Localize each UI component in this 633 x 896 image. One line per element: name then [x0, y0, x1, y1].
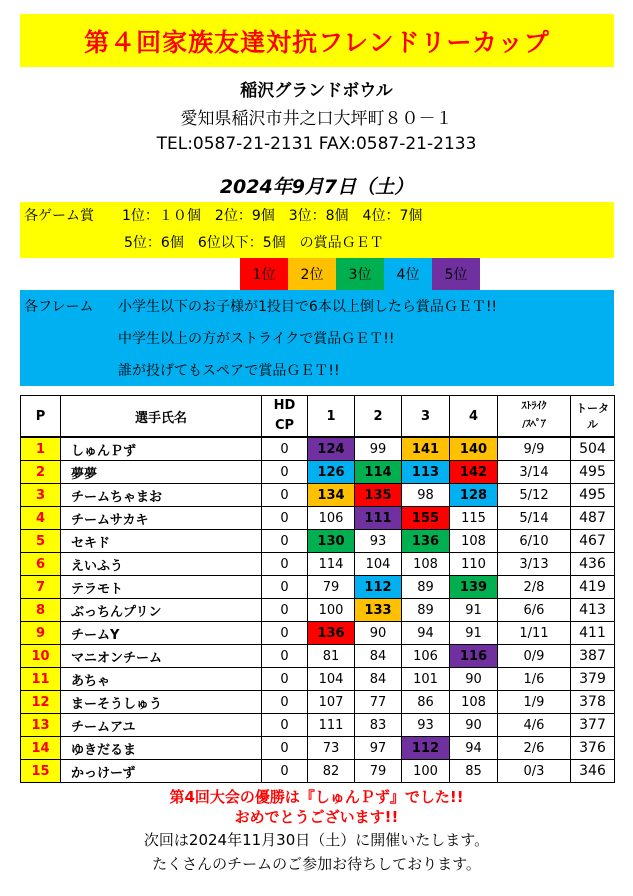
rank-color-legend	[240, 258, 480, 290]
player-name-cell: チームアユ	[61, 714, 262, 737]
header-game-1: 1	[308, 396, 355, 438]
game-score-cell: 114	[308, 553, 355, 576]
game-score-cell: 98	[402, 484, 450, 507]
total-cell: 495	[571, 461, 615, 484]
strike-spare-cell: 4/6	[498, 714, 571, 737]
header-game-3: 3	[402, 396, 450, 438]
game-score-cell: 110	[450, 553, 498, 576]
strike-spare-cell: 5/14	[498, 507, 571, 530]
game-score-cell: 126	[308, 461, 355, 484]
game-score-cell: 91	[450, 622, 498, 645]
handicap-cell: 0	[262, 507, 308, 530]
handicap-cell: 0	[262, 714, 308, 737]
handicap-cell: 0	[262, 622, 308, 645]
game-score-cell: 140	[450, 437, 498, 461]
rank-cell: 15	[21, 760, 61, 783]
frame-prize-line-2: 中学生以上の方がストライクで賞品ＧＥＴ!!	[118, 331, 395, 347]
rank-cell: 5	[21, 530, 61, 553]
game-score-cell: 85	[450, 760, 498, 783]
legend-item: 2位	[288, 258, 336, 290]
rank-cell: 14	[21, 737, 61, 760]
handicap-cell: 0	[262, 691, 308, 714]
strike-spare-cell: 5/12	[498, 484, 571, 507]
table-row	[21, 737, 615, 760]
table-row	[21, 507, 615, 530]
strike-spare-cell: 9/9	[498, 437, 571, 461]
strike-spare-cell: 1/11	[498, 622, 571, 645]
venue-phone-fax: TEL:0587-21-2131 FAX:0587-21-2133	[156, 134, 477, 154]
next-event-text: 次回は2024年11月30日（土）に開催いたします。	[143, 831, 490, 849]
handicap-cell: 0	[262, 599, 308, 622]
player-name-cell: チームY	[61, 622, 262, 645]
game-score-cell: 108	[450, 691, 498, 714]
total-cell: 378	[571, 691, 615, 714]
player-name-cell: ゆきだるま	[61, 737, 262, 760]
rank-cell: 12	[21, 691, 61, 714]
game-score-cell: 130	[308, 530, 355, 553]
frame-prize-label: 各フレーム	[24, 299, 94, 315]
player-name-cell: あちゃ	[61, 668, 262, 691]
legend-item: 3位	[336, 258, 384, 290]
total-cell: 377	[571, 714, 615, 737]
table-row	[21, 530, 615, 553]
game-score-cell: 104	[308, 668, 355, 691]
game-score-cell: 128	[450, 484, 498, 507]
player-name-cell: ぶっちんプリン	[61, 599, 262, 622]
total-cell: 436	[571, 553, 615, 576]
game-score-cell: 79	[355, 760, 402, 783]
game-prize-line-1: 1位：１０個 2位：9個 3位：8個 4位：7個	[122, 208, 423, 224]
handicap-cell: 0	[262, 553, 308, 576]
handicap-cell: 0	[262, 668, 308, 691]
rank-cell: 9	[21, 622, 61, 645]
game-score-cell: 133	[355, 599, 402, 622]
game-score-cell: 84	[355, 668, 402, 691]
strike-spare-cell: 6/6	[498, 599, 571, 622]
player-name-cell: 夢夢	[61, 461, 262, 484]
game-score-cell: 77	[355, 691, 402, 714]
game-score-cell: 91	[450, 599, 498, 622]
game-prize-line-2: 5位：6個 6位以下：5個 の賞品ＧＥＴ	[124, 235, 384, 251]
game-score-cell: 113	[402, 461, 450, 484]
total-cell: 411	[571, 622, 615, 645]
strike-spare-cell: 3/14	[498, 461, 571, 484]
game-score-cell: 79	[308, 576, 355, 599]
game-score-cell: 142	[450, 461, 498, 484]
player-name-cell: まーそうしゅう	[61, 691, 262, 714]
game-score-cell: 99	[355, 437, 402, 461]
winner-announcement: 第4回大会の優勝は『しゅんＰず』でした!!	[169, 788, 464, 806]
rank-cell: 1	[21, 437, 61, 461]
legend-item: 1位	[240, 258, 288, 290]
game-score-cell: 83	[355, 714, 402, 737]
results-table	[20, 395, 615, 783]
venue-name: 稲沢グランドボウル	[240, 81, 393, 101]
frame-prize-box	[20, 290, 614, 386]
frame-prize-line-1: 小学生以下のお子様が1投目で6本以上倒したら賞品ＧＥＴ!!	[118, 299, 498, 315]
game-score-cell: 90	[450, 714, 498, 737]
total-cell: 346	[571, 760, 615, 783]
frame-prize-line-3: 誰が投げてもスペアで賞品ＧＥＴ!!	[118, 363, 340, 379]
game-score-cell: 155	[402, 507, 450, 530]
game-score-cell: 86	[402, 691, 450, 714]
game-score-cell: 73	[308, 737, 355, 760]
game-score-cell: 100	[402, 760, 450, 783]
game-score-cell: 111	[355, 507, 402, 530]
game-score-cell: 90	[450, 668, 498, 691]
event-date: 2024年9月7日（土）	[219, 176, 414, 198]
venue-address: 愛知県稲沢市井之口大坪町８０－１	[180, 109, 453, 129]
game-score-cell: 116	[450, 645, 498, 668]
total-cell: 387	[571, 645, 615, 668]
game-score-cell: 97	[355, 737, 402, 760]
rank-cell: 10	[21, 645, 61, 668]
table-row	[21, 760, 615, 783]
table-row	[21, 622, 615, 645]
strike-spare-cell: 1/9	[498, 691, 571, 714]
game-score-cell: 84	[355, 645, 402, 668]
total-cell: 379	[571, 668, 615, 691]
header-strike-spare: ｽﾄﾗｲｸ /ｽﾍﾟｱ	[498, 396, 571, 438]
player-name-cell: しゅんＰず	[61, 437, 262, 461]
total-cell: 419	[571, 576, 615, 599]
game-score-cell: 81	[308, 645, 355, 668]
total-cell: 413	[571, 599, 615, 622]
game-score-cell: 115	[450, 507, 498, 530]
strike-spare-cell: 3/13	[498, 553, 571, 576]
player-name-cell: セキド	[61, 530, 262, 553]
total-cell: 487	[571, 507, 615, 530]
handicap-cell: 0	[262, 760, 308, 783]
table-row	[21, 461, 615, 484]
strike-spare-cell: 2/8	[498, 576, 571, 599]
rank-cell: 13	[21, 714, 61, 737]
results-body	[21, 437, 615, 783]
total-cell: 376	[571, 737, 615, 760]
game-score-cell: 90	[355, 622, 402, 645]
legend-item: 5位	[432, 258, 480, 290]
invitation-text: たくさんのチームのご参加お待ちしております。	[152, 855, 481, 873]
table-row	[21, 437, 615, 461]
game-score-cell: 134	[308, 484, 355, 507]
table-row	[21, 484, 615, 507]
rank-cell: 4	[21, 507, 61, 530]
game-score-cell: 106	[402, 645, 450, 668]
game-score-cell: 89	[402, 576, 450, 599]
game-score-cell: 100	[308, 599, 355, 622]
game-score-cell: 108	[402, 553, 450, 576]
rank-cell: 6	[21, 553, 61, 576]
player-name-cell: テラモト	[61, 576, 262, 599]
game-score-cell: 89	[402, 599, 450, 622]
strike-spare-cell: 0/3	[498, 760, 571, 783]
rank-cell: 11	[21, 668, 61, 691]
table-row	[21, 599, 615, 622]
header-handicap: HD CP	[262, 396, 308, 438]
player-name-cell: かっけーず	[61, 760, 262, 783]
strike-spare-cell: 2/6	[498, 737, 571, 760]
game-score-cell: 101	[402, 668, 450, 691]
strike-spare-cell: 1/6	[498, 668, 571, 691]
rank-cell: 2	[21, 461, 61, 484]
game-score-cell: 94	[402, 622, 450, 645]
page-title: 第４回家族友達対抗フレンドリーカップ	[20, 14, 614, 67]
handicap-cell: 0	[262, 645, 308, 668]
game-score-cell: 135	[355, 484, 402, 507]
game-score-cell: 112	[402, 737, 450, 760]
table-row	[21, 668, 615, 691]
game-prize-box	[20, 202, 614, 258]
game-score-cell: 104	[355, 553, 402, 576]
table-row	[21, 576, 615, 599]
table-row	[21, 645, 615, 668]
header-game-4: 4	[450, 396, 498, 438]
table-row	[21, 553, 615, 576]
game-score-cell: 82	[308, 760, 355, 783]
strike-spare-cell: 6/10	[498, 530, 571, 553]
header-player-name: 選手氏名	[61, 396, 262, 438]
player-name-cell: チームサカキ	[61, 507, 262, 530]
rank-cell: 8	[21, 599, 61, 622]
congratulations-text: おめでとうございます!!	[234, 808, 399, 826]
handicap-cell: 0	[262, 576, 308, 599]
handicap-cell: 0	[262, 530, 308, 553]
game-score-cell: 94	[450, 737, 498, 760]
player-name-cell: えいふう	[61, 553, 262, 576]
total-cell: 467	[571, 530, 615, 553]
rank-cell: 3	[21, 484, 61, 507]
strike-spare-cell: 0/9	[498, 645, 571, 668]
game-prize-label: 各ゲーム賞	[24, 208, 94, 224]
header-total: トータル	[571, 396, 615, 438]
game-score-cell: 141	[402, 437, 450, 461]
game-score-cell: 136	[402, 530, 450, 553]
handicap-cell: 0	[262, 437, 308, 461]
game-score-cell: 112	[355, 576, 402, 599]
table-row	[21, 691, 615, 714]
game-score-cell: 111	[308, 714, 355, 737]
handicap-cell: 0	[262, 461, 308, 484]
legend-item: 4位	[384, 258, 432, 290]
game-score-cell: 107	[308, 691, 355, 714]
game-score-cell: 93	[355, 530, 402, 553]
total-cell: 504	[571, 437, 615, 461]
header-rank: P	[21, 396, 61, 438]
game-score-cell: 124	[308, 437, 355, 461]
handicap-cell: 0	[262, 737, 308, 760]
game-score-cell: 136	[308, 622, 355, 645]
header-game-2: 2	[355, 396, 402, 438]
game-score-cell: 114	[355, 461, 402, 484]
game-score-cell: 108	[450, 530, 498, 553]
rank-cell: 7	[21, 576, 61, 599]
player-name-cell: マニオンチーム	[61, 645, 262, 668]
game-score-cell: 106	[308, 507, 355, 530]
total-cell: 495	[571, 484, 615, 507]
game-score-cell: 139	[450, 576, 498, 599]
handicap-cell: 0	[262, 484, 308, 507]
player-name-cell: チームちゃまお	[61, 484, 262, 507]
table-row	[21, 714, 615, 737]
game-score-cell: 93	[402, 714, 450, 737]
